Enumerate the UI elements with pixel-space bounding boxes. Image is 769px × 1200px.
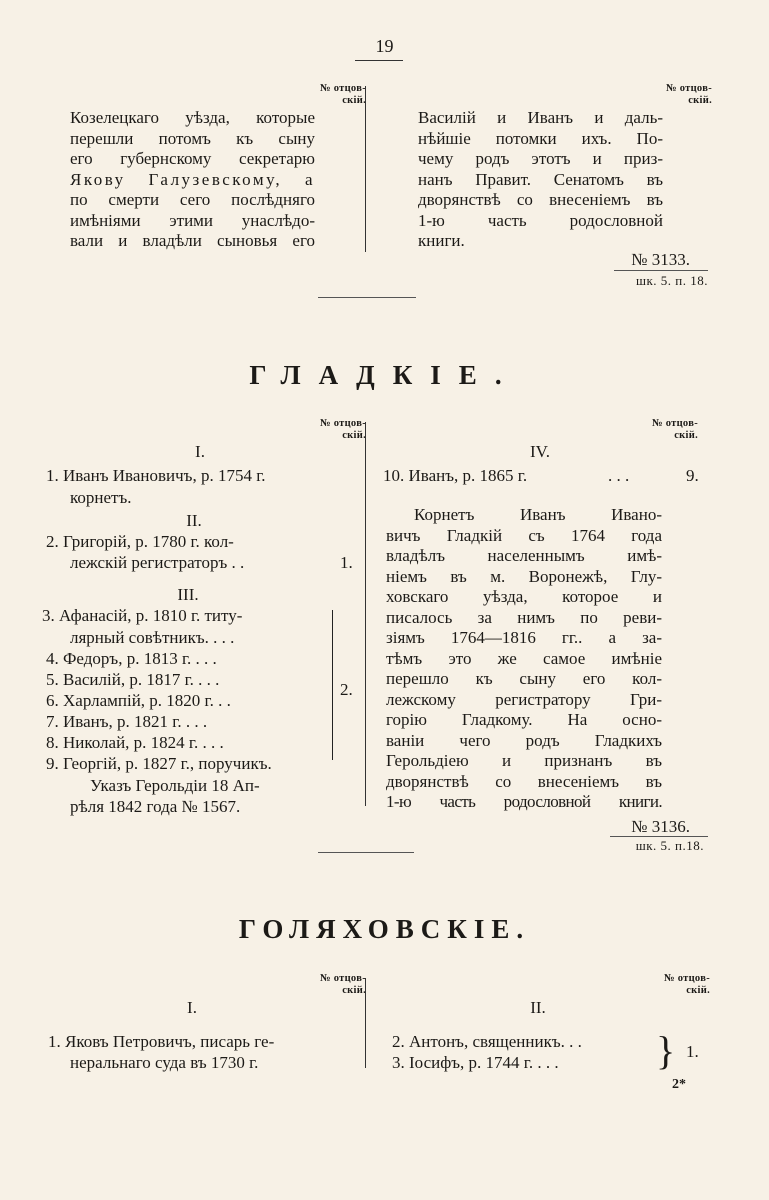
- intro-left-text: Козелецкаго уѣзда, которые перешли потомъ къ сыну его губернскому секретарю Якову Галузевскому, а по смерти сего послѣдняго имѣніями этими унаслѣдо- вали и владѣли сыновья его: [70, 108, 315, 250]
- father-number: 2.: [340, 680, 353, 699]
- genealogy-entry: 5. Василій, р. 1817 г. . . .: [46, 670, 220, 689]
- genealogy-entry: 3. Іосифъ, р. 1744 г. . . .: [392, 1053, 559, 1072]
- column-divider: [365, 86, 366, 252]
- genealogy-entry-cont: неральнаго суда въ 1730 г.: [70, 1053, 259, 1072]
- genealogy-entry: 9. Георгій, р. 1827 г., поручикъ.: [46, 754, 272, 773]
- document-number: № 3136.: [631, 817, 690, 836]
- brace: }: [656, 1028, 676, 1073]
- column-divider: [365, 422, 366, 806]
- family-note: Корнетъ Иванъ Ивано- вичъ Гладкій съ 1764 года владѣлъ населеннымъ имѣ- ніемъ въ м. Воронежѣ, Глу- ховскаго уѣзда, которое и писалось за нимъ по реви- зіямъ 1764—1816 гг.. а за- тѣмъ это же самое имѣніе перешло къ сыну его кол- лежскому регистратору Гри- горію Гладкому. На осно- ваніи чего родъ Гладкихъ Герольдіею и признанъ въ дворянствѣ со внесеніемъ въ 1-ю часть родословной книги.: [386, 505, 662, 811]
- page-number: 19: [375, 36, 394, 56]
- genealogy-entry-cont: корнетъ.: [70, 488, 132, 507]
- genealogy-entry: 4. Федоръ, р. 1813 г. . . .: [46, 649, 217, 668]
- father-column-label: № отцов- скій.: [319, 418, 366, 441]
- generation-numeral: I.: [195, 442, 205, 461]
- leader-dots: . . .: [608, 466, 630, 485]
- genealogy-entry: 10. Иванъ, р. 1865 г.: [383, 466, 528, 485]
- father-column-label: № отцов- скій.: [665, 83, 712, 106]
- generation-numeral: III.: [177, 585, 199, 604]
- archive-rule: [614, 270, 708, 271]
- section-title-golyakhovskie: ГОЛЯХОВСКІЕ.: [238, 914, 531, 944]
- father-column-label: № отцов- скій.: [651, 418, 698, 441]
- genealogy-entry: 2. Антонъ, священникъ. . .: [392, 1032, 582, 1051]
- decree-note: Указъ Герольдіи 18 Ап-: [90, 776, 260, 795]
- genealogy-entry-cont: лежскій регистраторъ . .: [70, 553, 245, 572]
- section-title-gladkie: ГЛАДКІЕ.: [249, 360, 520, 390]
- decree-note-cont: рѣля 1842 года № 1567.: [70, 797, 241, 816]
- archive-rule: [610, 836, 708, 837]
- generation-numeral: II.: [186, 511, 202, 530]
- page-number-rule: [355, 60, 403, 61]
- generation-numeral: II.: [530, 998, 546, 1017]
- genealogy-entry-cont: лярный совѣтникъ. . . .: [70, 628, 235, 647]
- column-divider: [365, 978, 366, 1068]
- signature-mark: 2*: [672, 1077, 686, 1092]
- genealogy-entry: 8. Николай, р. 1824 г. . . .: [46, 733, 224, 752]
- intro-right-text: Василій и Иванъ и даль- нѣйшіе потомки ихъ. По- чему родъ этотъ и приз- нанъ Правит. Сенатомъ въ дворянствѣ со внесеніемъ въ 1-ю часть родословной книги.: [418, 108, 663, 250]
- father-column-label: № отцов- скій.: [319, 973, 366, 996]
- section-separator: [318, 852, 414, 853]
- genealogy-entry: 1. Иванъ Ивановичъ, р. 1754 г.: [46, 466, 266, 485]
- archive-reference: шк. 5. п. 18.: [635, 273, 708, 288]
- section-separator: [318, 297, 416, 298]
- father-number: 1.: [340, 553, 353, 572]
- archive-reference: шк. 5. п.18.: [635, 838, 704, 853]
- genealogy-entry: 3. Афанасій, р. 1810 г. титу-: [42, 606, 243, 625]
- genealogy-entry: 2. Григорій, р. 1780 г. кол-: [46, 532, 234, 551]
- generation-numeral: I.: [187, 998, 197, 1017]
- father-column-label: № отцов- скій.: [663, 973, 710, 996]
- genealogy-entry: 7. Иванъ, р. 1821 г. . . .: [46, 712, 208, 731]
- father-column-label: № отцов- скій.: [319, 83, 366, 106]
- generation-numeral: IV.: [530, 442, 550, 461]
- genealogy-entry: 1. Яковъ Петровичъ, писарь ге-: [48, 1032, 275, 1051]
- document-number: № 3133.: [631, 250, 690, 269]
- bracket: [328, 610, 333, 760]
- father-number: 1.: [686, 1042, 699, 1061]
- father-number: 9.: [686, 466, 699, 485]
- genealogy-entry: 6. Харлампій, р. 1820 г. . .: [46, 691, 231, 710]
